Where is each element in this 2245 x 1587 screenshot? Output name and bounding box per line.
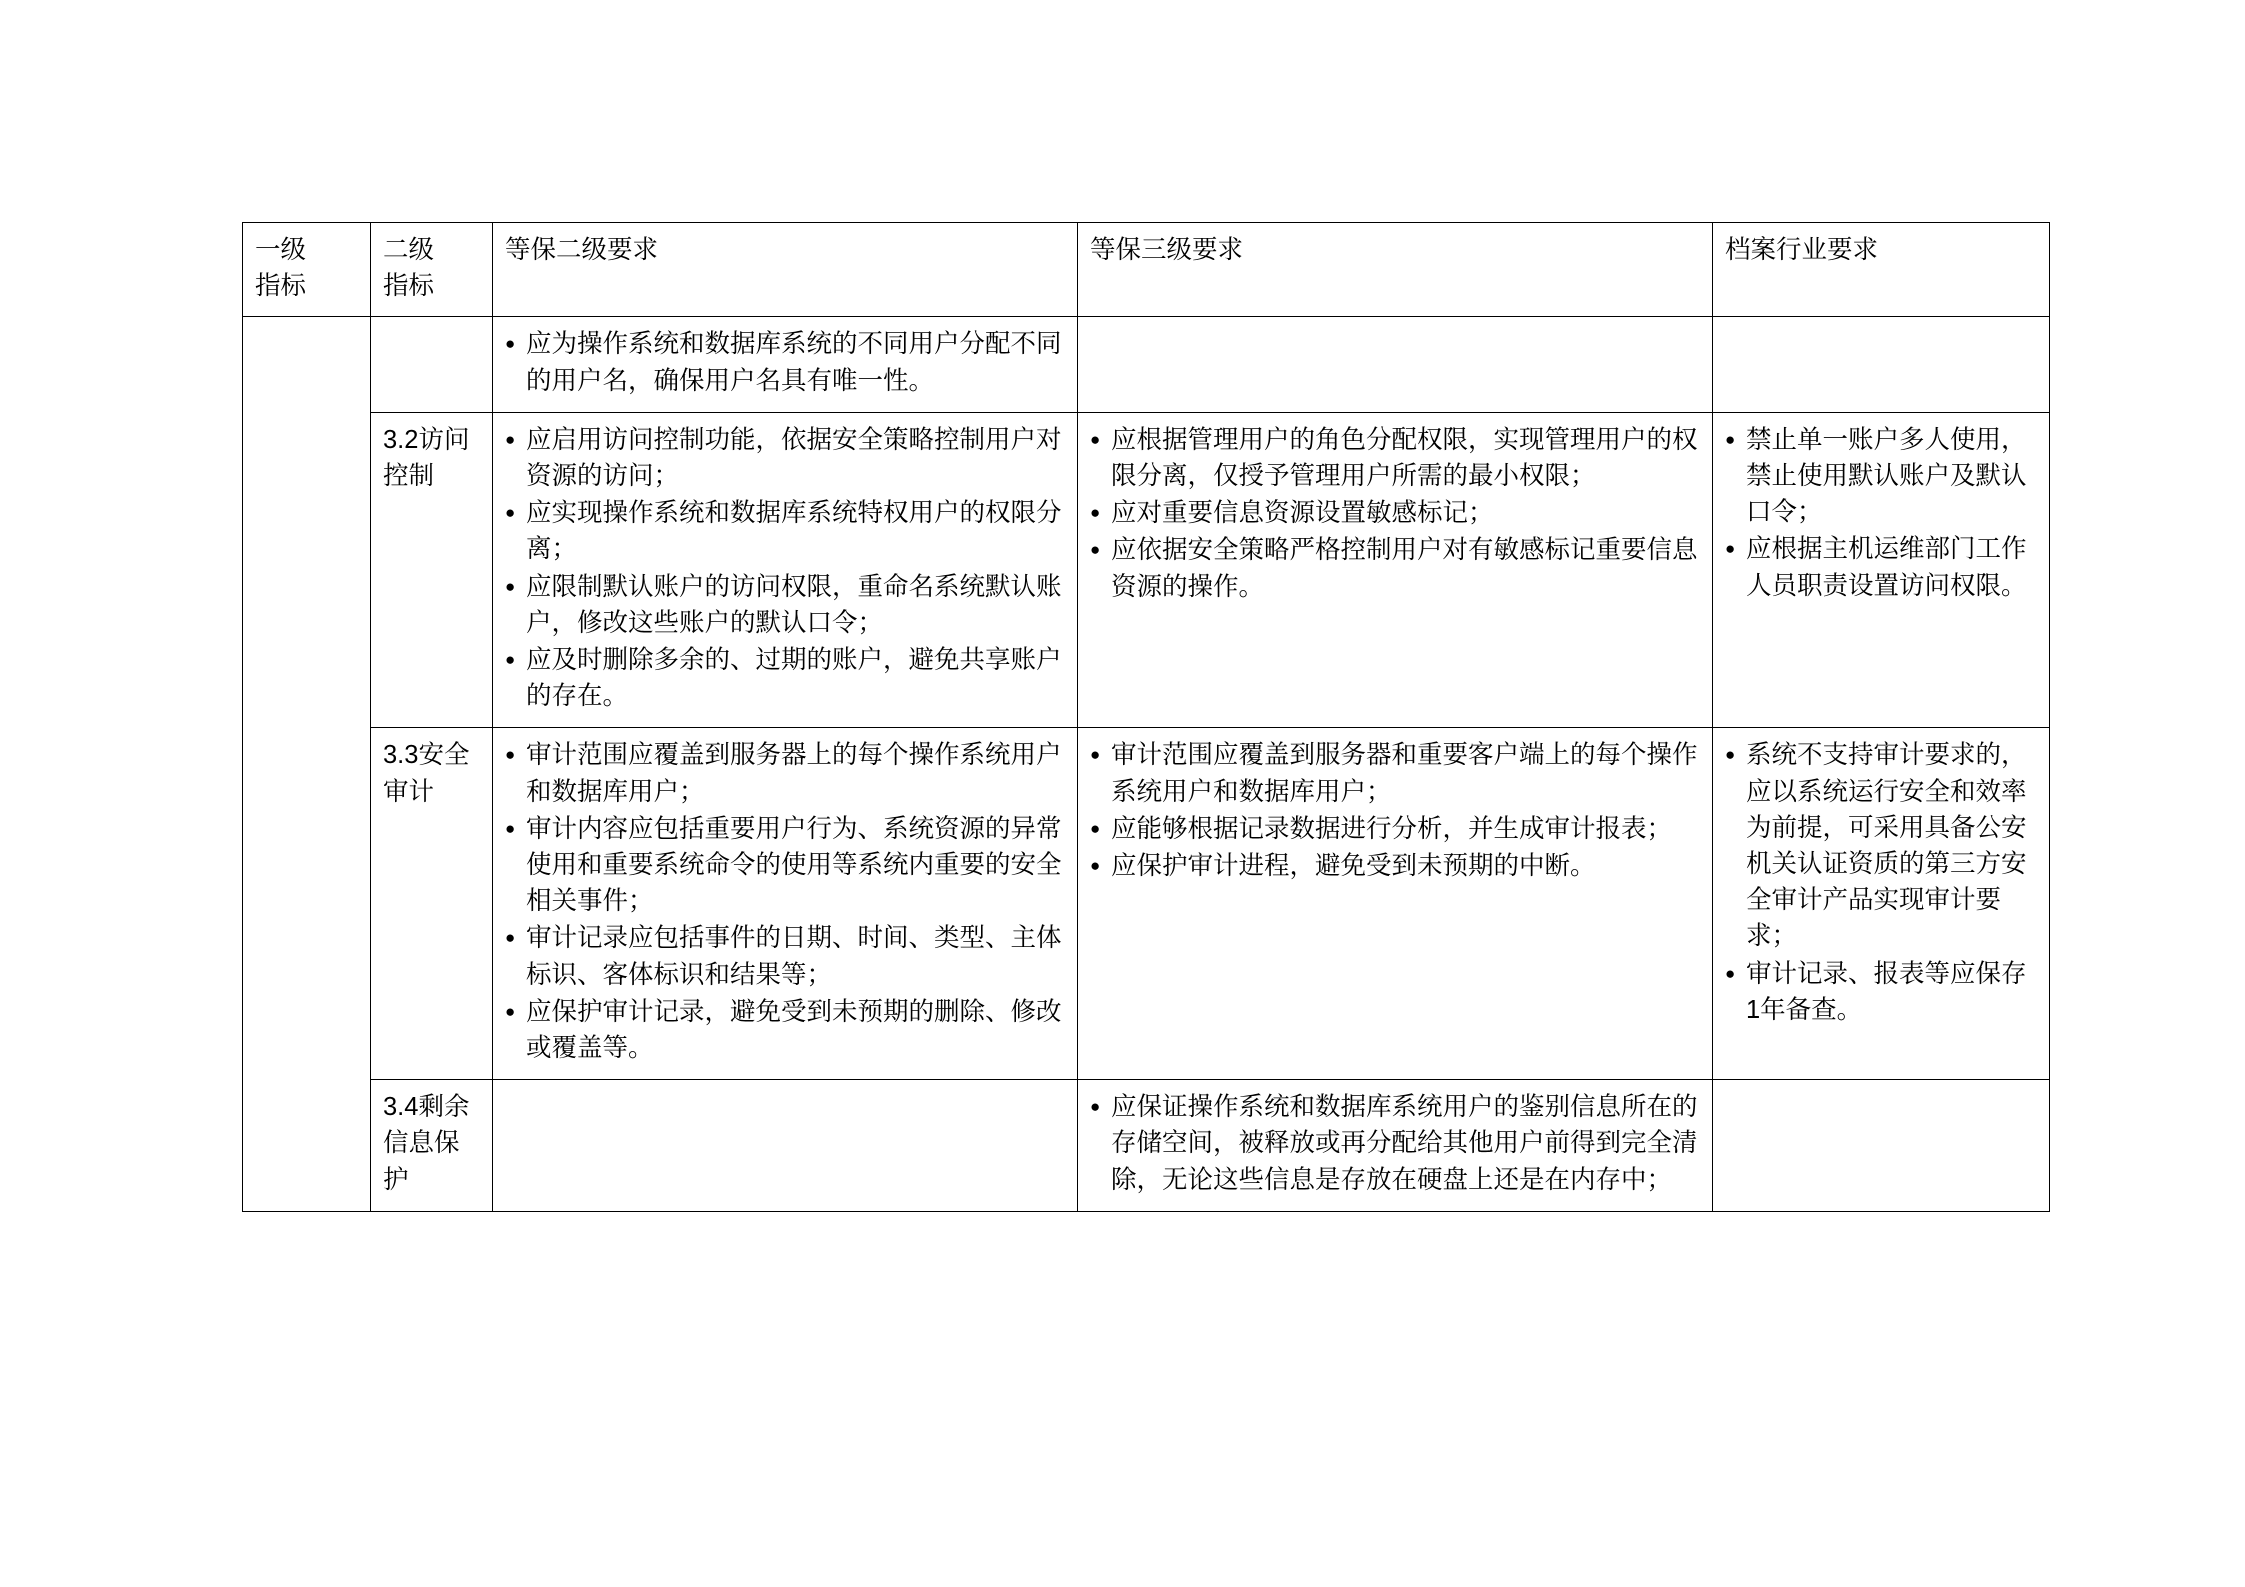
list-item: ● 应保证操作系统和数据库系统用户的鉴别信息所在的存储空间，被释放或再分配给其他用户前得到完全清除，无论这些信息是存放在硬盘上还是在内存中； [1090,1089,1702,1198]
cell-industry-requirements [1713,728,2050,1080]
cell-level2-requirements [493,1080,1078,1212]
cell-level3-requirements [1078,1080,1713,1212]
cell-level2: 3.2访问控制 [371,412,493,728]
bullet-list [1090,737,1702,884]
table-row [243,1080,2050,1212]
header-level2-requirements: 等保二级要求 [493,223,1078,317]
table-row [243,728,2050,1080]
list-item: ● 禁止单一账户多人使用，禁止使用默认账户及默认口令； [1725,422,2039,531]
header-level1: 一级 指标 [243,223,371,317]
bullet-list [1090,422,1702,605]
table-header-row [243,223,2050,317]
list-item: ● 应根据管理用户的角色分配权限，实现管理用户的权限分离，仅授予管理用户所需的最小权限； [1090,422,1702,494]
cell-level3-requirements [1078,317,1713,412]
list-item: ● 审计范围应覆盖到服务器和重要客户端上的每个操作系统用户和数据库用户； [1090,737,1702,809]
bullet-list [505,326,1067,398]
list-item: ● 审计记录、报表等应保存1年备查。 [1725,956,2039,1028]
list-item: ● 审计内容应包括重要用户行为、系统资源的异常使用和重要系统命令的使用等系统内重要的安全相关事件； [505,811,1067,920]
bullet-list [1725,422,2039,604]
cell-industry-requirements [1713,1080,2050,1212]
list-item: ● 应保护审计记录，避免受到未预期的删除、修改或覆盖等。 [505,994,1067,1066]
table-row [243,412,2050,728]
list-item: ● 应依据安全策略严格控制用户对有敏感标记重要信息资源的操作。 [1090,532,1702,604]
list-item: ● 系统不支持审计要求的，应以系统运行安全和效率为前提，可采用具备公安机关认证资质的第三方安全审计产品实现审计要求； [1725,737,2039,954]
header-industry-requirements: 档案行业要求 [1713,223,2050,317]
header-level2: 二级 指标 [371,223,493,317]
list-item: ● 应保护审计进程，避免受到未预期的中断。 [1090,848,1702,884]
list-item: ● 应启用访问控制功能，依据安全策略控制用户对资源的访问； [505,422,1067,494]
cell-level2-requirements [493,728,1078,1080]
list-item: ● 审计记录应包括事件的日期、时间、类型、主体标识、客体标识和结果等； [505,920,1067,992]
list-item: ● 应实现操作系统和数据库系统特权用户的权限分离； [505,495,1067,567]
cell-level3-requirements [1078,728,1713,1080]
table-body [243,317,2050,1211]
bullet-list [1725,737,2039,1028]
list-item: ● 应限制默认账户的访问权限，重命名系统默认账户，修改这些账户的默认口令； [505,569,1067,641]
list-item: ● 应能够根据记录数据进行分析，并生成审计报表； [1090,811,1702,847]
table-row [243,317,2050,412]
list-item: ● 应根据主机运维部门工作人员职责设置访问权限。 [1725,531,2039,603]
bullet-list [1090,1089,1702,1198]
cell-industry-requirements [1713,412,2050,728]
cell-level3-requirements [1078,412,1713,728]
bullet-list [505,422,1067,715]
cell-level1 [243,317,371,1211]
requirements-table [242,222,2050,1212]
cell-industry-requirements [1713,317,2050,412]
cell-level2: 3.3安全审计 [371,728,493,1080]
cell-level2-requirements [493,412,1078,728]
list-item: ● 审计范围应覆盖到服务器上的每个操作系统用户和数据库用户； [505,737,1067,809]
cell-level2: 3.4剩余信息保护 [371,1080,493,1212]
cell-level2 [371,317,493,412]
table-header [243,223,2050,317]
requirements-table-container [242,222,2049,1212]
header-level3-requirements: 等保三级要求 [1078,223,1713,317]
list-item: ● 应对重要信息资源设置敏感标记； [1090,495,1702,531]
bullet-list [505,737,1067,1066]
cell-level2-requirements [493,317,1078,412]
list-item: ● 应为操作系统和数据库系统的不同用户分配不同的用户名，确保用户名具有唯一性。 [505,326,1067,398]
list-item: ● 应及时删除多余的、过期的账户，避免共享账户的存在。 [505,642,1067,714]
